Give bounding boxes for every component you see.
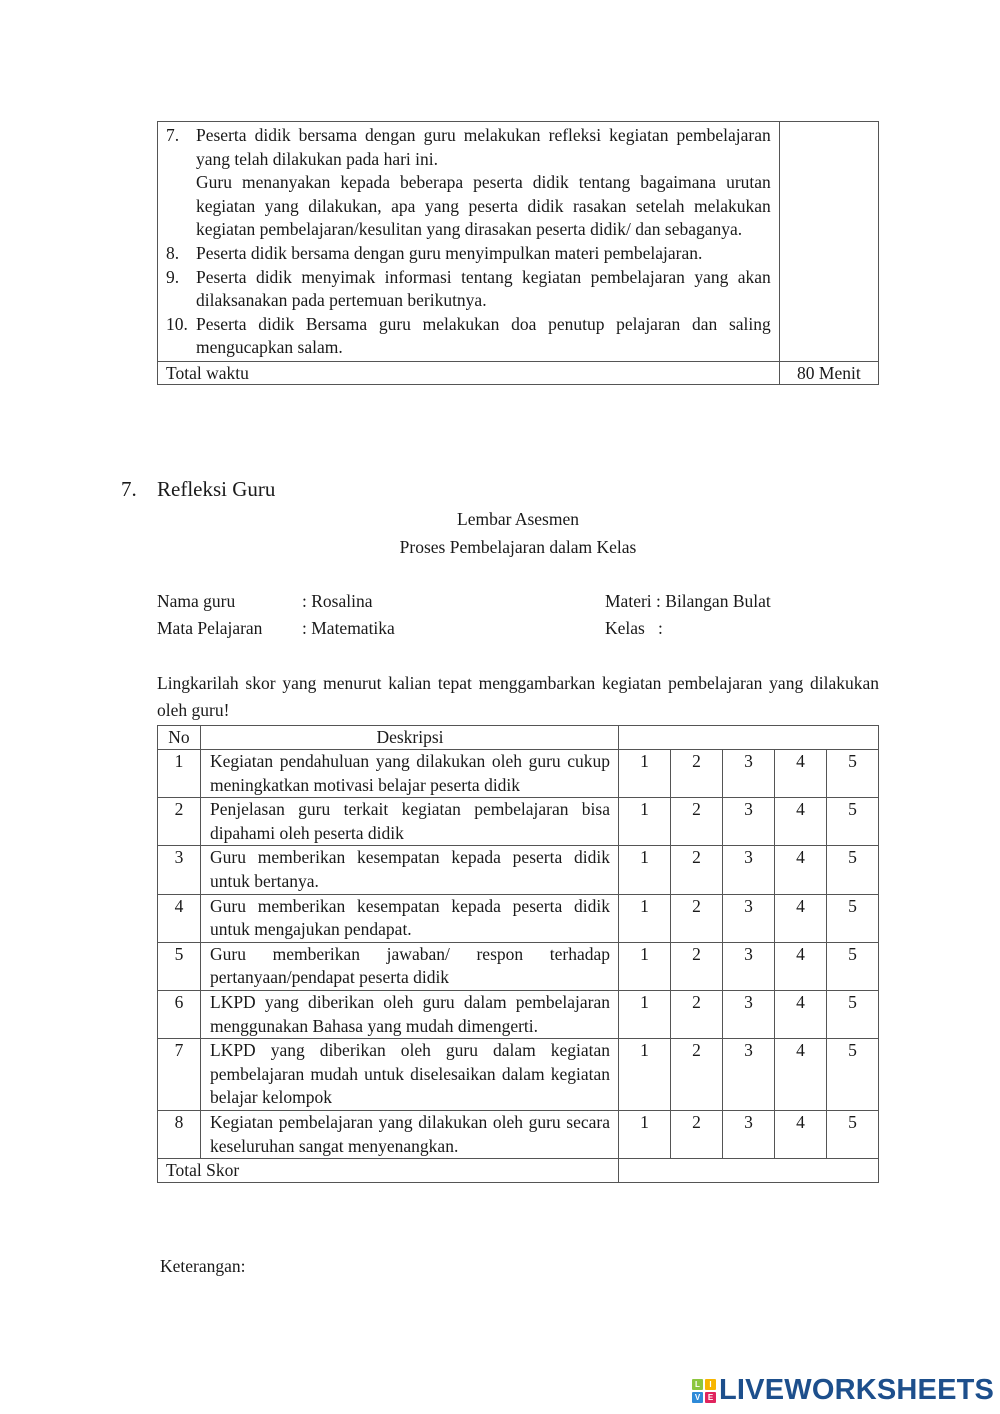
subject-row xyxy=(157,614,395,642)
logo-block: I xyxy=(705,1379,716,1390)
table-row xyxy=(158,942,879,990)
assessment-title: Lembar Asesmen xyxy=(457,509,579,529)
header-score xyxy=(619,726,879,750)
row-description: Guru memberikan jawaban/ respon terhadap pertanyaan/pendapat peserta didik xyxy=(201,942,619,990)
score-option-4[interactable]: 4 xyxy=(775,894,827,942)
step-text: Peserta didik bersama dengan guru melakukan refleksi kegiatan pembelajaran yang telah dilakukan pada hari ini. xyxy=(196,125,771,169)
teacher-name-row xyxy=(157,587,372,615)
score-option-5[interactable]: 5 xyxy=(827,1110,879,1158)
row-description: Kegiatan pendahuluan yang dilakukan oleh guru cukup meningkatkan motivasi belajar peserta didik xyxy=(201,750,619,798)
activity-step-9 xyxy=(166,266,771,313)
score-option-2[interactable]: 2 xyxy=(671,1039,723,1111)
subject-label: Mata Pelajaran xyxy=(157,618,263,638)
step-text: Peserta didik Bersama guru melakukan doa penutup pelajaran dan saling mengucapkan salam. xyxy=(196,313,771,358)
teacher-name-label: Nama guru xyxy=(157,591,236,611)
score-option-5[interactable]: 5 xyxy=(827,942,879,990)
activity-step-10 xyxy=(166,313,771,360)
class-label: Kelas xyxy=(605,618,645,638)
teacher-name-value: : Rosalina xyxy=(302,591,373,611)
row-description: Kegiatan pembelajaran yang dilakukan oleh guru secara keseluruhan sangat menyenangkan. xyxy=(201,1110,619,1158)
score-option-2[interactable]: 2 xyxy=(671,894,723,942)
step-number: 8. xyxy=(166,242,180,263)
logo-block: E xyxy=(705,1392,716,1403)
class-value: : xyxy=(657,618,663,638)
table-row xyxy=(158,990,879,1038)
row-description: LKPD yang diberikan oleh guru dalam kegiatan pembelajaran mudah untuk diselesaikan dalam kegiatan belajar kelompok xyxy=(201,1039,619,1111)
score-option-5[interactable]: 5 xyxy=(827,846,879,894)
table-row xyxy=(158,750,879,798)
step-number: 7. xyxy=(166,125,180,145)
section-heading xyxy=(121,477,275,502)
score-option-2[interactable]: 2 xyxy=(671,798,723,846)
header-no: No xyxy=(158,726,201,750)
score-option-2[interactable]: 2 xyxy=(671,846,723,894)
material-label: Materi xyxy=(605,591,652,611)
score-option-2[interactable]: 2 xyxy=(671,990,723,1038)
material-row xyxy=(605,587,771,615)
row-number: 2 xyxy=(158,798,201,846)
score-option-1[interactable]: 1 xyxy=(619,894,671,942)
total-time-label: Total waktu xyxy=(158,361,780,384)
score-option-1[interactable]: 1 xyxy=(619,942,671,990)
row-number: 7 xyxy=(158,1039,201,1111)
row-number: 4 xyxy=(158,894,201,942)
step-number: 10. xyxy=(166,313,188,334)
score-option-3[interactable]: 3 xyxy=(723,1039,775,1111)
step-text: Guru menanyakan kepada beberapa peserta didik tentang bagaimana urutan kegiatan yang dilakukan, apa yang peserta didik rasakan setelah melakukan kegiatan pembelajaran/kesulitan yang dirasakan peserta didik/ dan sebaganya. xyxy=(196,172,771,240)
activity-step-7 xyxy=(166,124,771,242)
section-number: 7. xyxy=(121,477,137,501)
logo-text: LIVEWORKSHEETS xyxy=(719,1374,995,1406)
activity-table xyxy=(157,121,879,385)
total-time-row xyxy=(158,361,879,384)
table-row xyxy=(158,894,879,942)
score-option-5[interactable]: 5 xyxy=(827,1039,879,1111)
activity-step-8 xyxy=(166,242,771,266)
score-option-1[interactable]: 1 xyxy=(619,846,671,894)
assessment-table xyxy=(157,725,879,1183)
score-option-5[interactable]: 5 xyxy=(827,798,879,846)
row-number: 5 xyxy=(158,942,201,990)
logo-block: V xyxy=(692,1392,703,1403)
assessment-rows xyxy=(158,750,879,1159)
score-option-1[interactable]: 1 xyxy=(619,750,671,798)
total-score-value[interactable] xyxy=(619,1159,879,1183)
score-option-3[interactable]: 3 xyxy=(723,1110,775,1158)
row-number: 8 xyxy=(158,1110,201,1158)
score-option-5[interactable]: 5 xyxy=(827,894,879,942)
score-option-4[interactable]: 4 xyxy=(775,942,827,990)
score-option-1[interactable]: 1 xyxy=(619,1110,671,1158)
score-option-3[interactable]: 3 xyxy=(723,942,775,990)
score-option-3[interactable]: 3 xyxy=(723,894,775,942)
subject-value: : Matematika xyxy=(302,618,395,638)
score-option-1[interactable]: 1 xyxy=(619,990,671,1038)
logo-blocks-icon xyxy=(692,1379,716,1403)
score-option-1[interactable]: 1 xyxy=(619,1039,671,1111)
score-option-1[interactable]: 1 xyxy=(619,798,671,846)
logo-block: L xyxy=(692,1379,703,1390)
row-number: 6 xyxy=(158,990,201,1038)
score-option-4[interactable]: 4 xyxy=(775,846,827,894)
row-description: Guru memberikan kesempatan kepada peserta didik untuk mengajukan pendapat. xyxy=(201,894,619,942)
row-description: Guru memberikan kesempatan kepada peserta didik untuk bertanya. xyxy=(201,846,619,894)
score-option-3[interactable]: 3 xyxy=(723,750,775,798)
assessment-subtitle: Proses Pembelajaran dalam Kelas xyxy=(399,537,637,557)
score-option-4[interactable]: 4 xyxy=(775,750,827,798)
row-description: Penjelasan guru terkait kegiatan pembelajaran bisa dipahami oleh peserta didik xyxy=(201,798,619,846)
liveworksheets-logo xyxy=(692,1374,994,1407)
score-option-5[interactable]: 5 xyxy=(827,990,879,1038)
score-option-2[interactable]: 2 xyxy=(671,1110,723,1158)
score-option-3[interactable]: 3 xyxy=(723,798,775,846)
score-option-5[interactable]: 5 xyxy=(827,750,879,798)
step-text: Peserta didik bersama dengan guru menyimpulkan materi pembelajaran. xyxy=(196,242,703,263)
table-header-row xyxy=(158,726,879,750)
total-score-row xyxy=(158,1159,879,1183)
table-row xyxy=(158,1039,879,1111)
table-row xyxy=(158,1110,879,1158)
score-option-2[interactable]: 2 xyxy=(671,750,723,798)
material-value: : Bilangan Bulat xyxy=(656,591,771,611)
step-text: Peserta didik menyimak informasi tentang kegiatan pembelajaran yang akan dilaksanakan pada pertemuan berikutnya. xyxy=(196,266,771,311)
activity-time-cell xyxy=(779,122,878,362)
instruction-text: Lingkarilah skor yang menurut kalian tepat menggambarkan kegiatan pembelajaran yang dilakukan oleh guru! xyxy=(157,673,879,720)
header-description: Deskripsi xyxy=(201,726,619,750)
table-row xyxy=(158,846,879,894)
score-option-4[interactable]: 4 xyxy=(775,798,827,846)
activity-row xyxy=(158,122,879,362)
step-number: 9. xyxy=(166,266,180,287)
score-option-3[interactable]: 3 xyxy=(723,990,775,1038)
score-option-3[interactable]: 3 xyxy=(723,846,775,894)
score-option-4[interactable]: 4 xyxy=(775,990,827,1038)
row-description: LKPD yang diberikan oleh guru dalam pembelajaran menggunakan Bahasa yang mudah dimengerti. xyxy=(201,990,619,1038)
class-row xyxy=(605,614,663,642)
table-row xyxy=(158,798,879,846)
total-score-label: Total Skor xyxy=(158,1159,619,1183)
score-option-4[interactable]: 4 xyxy=(775,1039,827,1111)
score-option-2[interactable]: 2 xyxy=(671,942,723,990)
activity-steps-list xyxy=(166,124,771,360)
note-label: Keterangan: xyxy=(160,1256,246,1276)
row-number: 1 xyxy=(158,750,201,798)
section-title: Refleksi Guru xyxy=(157,477,276,501)
total-time-value: 80 Menit xyxy=(779,361,878,384)
score-option-4[interactable]: 4 xyxy=(775,1110,827,1158)
activity-steps-cell xyxy=(158,122,780,362)
row-number: 3 xyxy=(158,846,201,894)
